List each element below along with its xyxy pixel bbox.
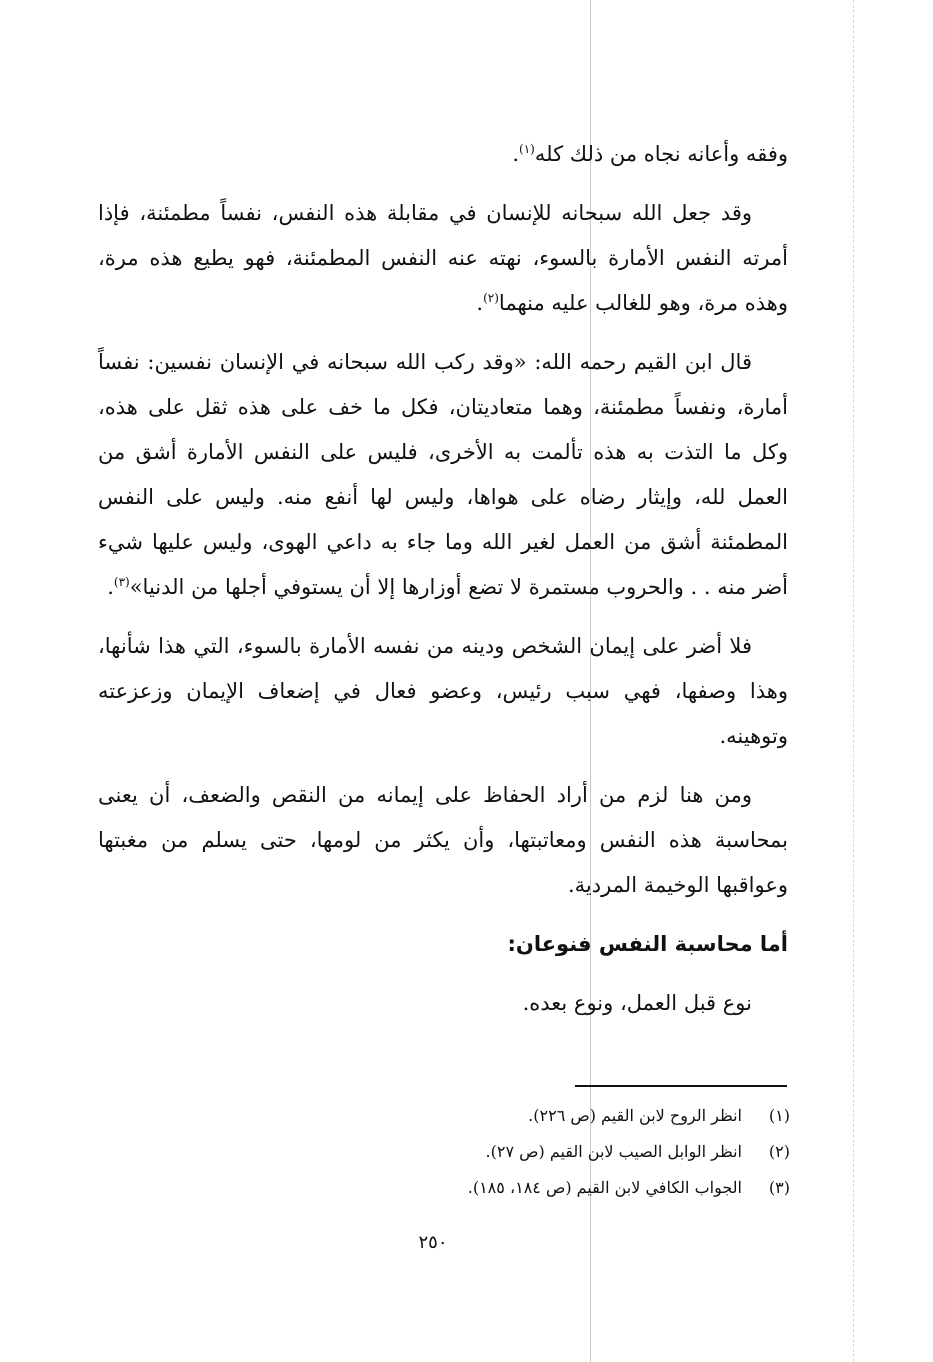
paragraph-2: وقد جعل الله سبحانه للإنسان في مقابلة هذه النفس، نفساً مطمئنة، فإذا أمرته النفس الأمارة بالسوء، نهته عنه النفس المطمئنة، فهو يطيع هذه مرة، وهذه مرة، وهو للغالب عليه منهما$^{(٢)}$. <box>98 201 788 315</box>
footnote-3: (٣) الجواب الكافي لابن القيم (ص ١٨٤، ١٨٥). <box>467 1178 790 1197</box>
section-heading: أما محاسبة النفس فنوعان: <box>507 932 788 956</box>
main-text <box>98 132 788 1040</box>
paragraph-3: قال ابن القيم رحمه الله: «وقد ركب الله سبحانه في الإنسان نفسين: نفساً أمارة، ونفساً مطمئنة، وهما متعاديتان، فكل ما خف على هذه ثقل على هذه، وكل ما التذت به هذه تألمت به الأخرى، فليس على النفس الأمارة أشق من العمل لله، وإيثار رضاه على هواها، وليس لها أنفع منه. وليس على النفس المطمئنة أشق من العمل لغير الله وما جاء به داعي الهوى، وليس عليها شيء أضر منه . . والحروب مستمرة لا تضع أوزارها إلا أن يستوفي أجلها من الدنيا»$^{(٣)}$. <box>98 350 788 599</box>
footnote-ref-3: (٣) <box>113 575 130 589</box>
footnote-1: (١) انظر الروح لابن القيم (ص ٢٢٦). <box>528 1106 790 1125</box>
footnote-separator <box>575 1085 787 1087</box>
footnotes <box>300 1098 790 1206</box>
scan-guide-line <box>853 0 854 1362</box>
paragraph-4: فلا أضر على إيمان الشخص ودينه من نفسه الأمارة بالسوء، التي هذا شأنها، وهذا وصفها، فهي سبب رئيس، وعضو فعال في إضعاف الإيمان وزعزعته وتوهينه. <box>98 634 788 748</box>
footnote-2: (٢) انظر الوابل الصيب لابن القيم (ص ٢٧). <box>485 1142 790 1161</box>
paragraph-5: ومن هنا لزم من أراد الحفاظ على إيمانه من النقص والضعف، أن يعنى بمحاسبة هذه النفس ومعاتبتها، وأن يكثر من لومها، حتى يسلم من مغبتها وعواقبها الوخيمة المردية. <box>98 783 788 897</box>
closing-line: نوع قبل العمل، ونوع بعده. <box>522 991 752 1015</box>
footnote-ref-1: (١) <box>519 142 535 156</box>
paragraph-1: وفقه وأعانه نجاه من ذلك كله$^{(١)}$. <box>512 142 788 166</box>
footnote-ref-2: (٢) <box>483 291 499 305</box>
page-number: ٢٥٠ <box>418 1232 448 1253</box>
